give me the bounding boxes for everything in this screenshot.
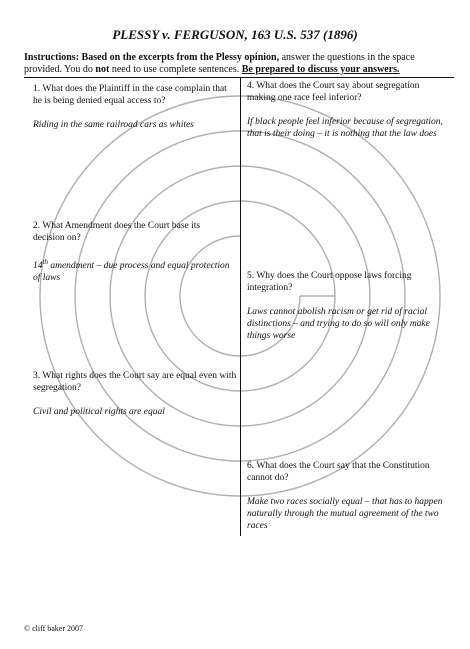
instructions-not: not — [95, 64, 110, 75]
header-rule — [24, 77, 454, 78]
question-2-answer-sup: th — [42, 258, 48, 266]
question-6-answer: Make two races socially equal – that has to happen naturally through the mutual agreement of the two races — [247, 497, 443, 531]
instructions-prepare: Be prepared to discuss your answers. — [241, 64, 400, 75]
center-divider — [240, 77, 241, 536]
question-4-answer: If black people feel inferior because of segregation, that is their doing – it is nothing that the law does — [247, 117, 443, 139]
question-5-answer: Laws cannot abolish racism or get rid of racial distinctions – and trying to do so will only make things worse — [247, 307, 430, 341]
question-2-answer — [33, 256, 233, 284]
question-1 — [33, 83, 233, 131]
instructions-tail: need to use complete sentences. — [109, 64, 242, 75]
instructions — [24, 52, 454, 76]
instructions-lead: Instructions — [24, 52, 76, 63]
question-3 — [33, 370, 243, 418]
question-2-answer-num: 14 — [33, 261, 43, 272]
question-6 — [247, 460, 447, 532]
question-1-text: 1. What does the Plaintiff in the case complain that he is being denied equal access to? — [33, 84, 227, 106]
page-title: PLESSY v. FERGUSON, 163 U.S. 537 (1896) — [112, 27, 358, 42]
instructions-bold: : Based on the excerpts from the Plessy opinion, — [75, 52, 280, 63]
question-3-answer: Civil and political rights are equal — [33, 407, 165, 417]
question-6-text: 6. What does the Court say that the Constitution cannot do? — [247, 461, 430, 483]
question-1-answer: Riding in the same railroad cars as whites — [33, 120, 194, 130]
question-2-answer-text: amendment – due process and equal protection of laws — [33, 261, 230, 284]
question-2-text: 2. What Amendment does the Court base its decision on? — [33, 221, 201, 243]
question-5-text: 5. Why does the Court oppose laws forcing integration? — [247, 271, 412, 293]
question-3-text: 3. What rights does the Court say are equal even with segregation? — [33, 371, 237, 393]
question-5 — [247, 270, 452, 342]
copyright-footer: © cliff baker 2007 — [24, 624, 84, 633]
instructions-mid: answer the questions in the space provided. You do — [24, 52, 415, 75]
question-2 — [33, 220, 233, 284]
question-4 — [247, 80, 447, 140]
question-4-text: 4. What does the Court say about segregation making one race feel inferior? — [247, 81, 420, 103]
